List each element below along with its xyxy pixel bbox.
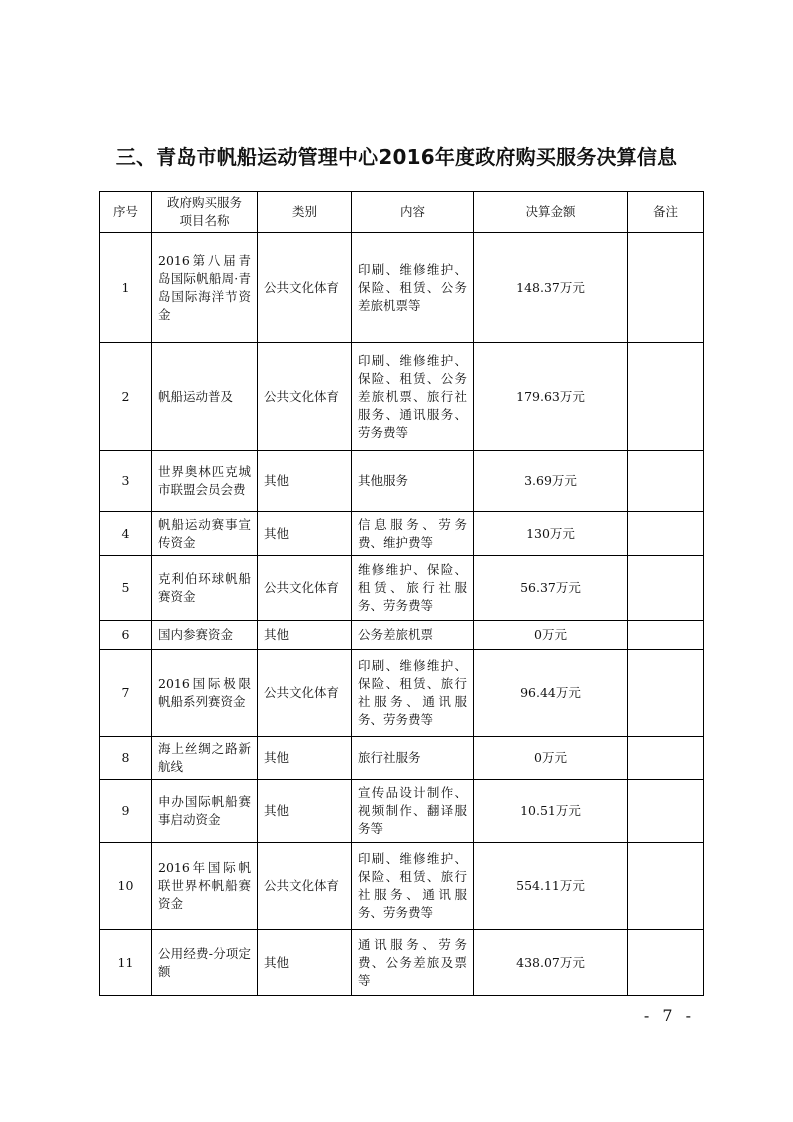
cell-content: 维修维护、保险、租赁、旅行社服务、劳务费等 (352, 556, 474, 621)
cell-seq: 11 (100, 930, 152, 996)
cell-category: 公共文化体育 (258, 233, 352, 343)
cell-note (628, 737, 704, 780)
cell-category: 其他 (258, 621, 352, 650)
page-number: - 7 - (643, 1006, 695, 1025)
cell-amount: 56.37万元 (474, 556, 628, 621)
table-row (100, 233, 704, 343)
cell-note (628, 843, 704, 930)
table-row (100, 930, 704, 996)
cell-note (628, 451, 704, 512)
cell-amount: 179.63万元 (474, 343, 628, 451)
cell-project-name: 帆船运动赛事宣传资金 (152, 512, 258, 556)
table-row (100, 650, 704, 737)
cell-amount: 10.51万元 (474, 780, 628, 843)
cell-note (628, 556, 704, 621)
cell-project-name: 国内参赛资金 (152, 621, 258, 650)
cell-category: 公共文化体育 (258, 843, 352, 930)
cell-project-name: 世界奥林匹克城市联盟会员会费 (152, 451, 258, 512)
table-row (100, 737, 704, 780)
cell-project-name: 2016国际极限帆船系列赛资金 (152, 650, 258, 737)
header-content: 内容 (352, 192, 474, 233)
cell-seq: 10 (100, 843, 152, 930)
table-row (100, 512, 704, 556)
cell-note (628, 621, 704, 650)
table-row (100, 843, 704, 930)
cell-amount: 0万元 (474, 621, 628, 650)
cell-category: 其他 (258, 930, 352, 996)
cell-category: 公共文化体育 (258, 556, 352, 621)
cell-project-name: 帆船运动普及 (152, 343, 258, 451)
cell-content: 其他服务 (352, 451, 474, 512)
cell-amount: 130万元 (474, 512, 628, 556)
cell-content: 宣传品设计制作、视频制作、翻译服务等 (352, 780, 474, 843)
cell-note (628, 780, 704, 843)
cell-note (628, 930, 704, 996)
cell-seq: 4 (100, 512, 152, 556)
cell-content: 旅行社服务 (352, 737, 474, 780)
cell-category: 公共文化体育 (258, 343, 352, 451)
document-title: 三、青岛市帆船运动管理中心2016年度政府购买服务决算信息 (115, 145, 678, 169)
cell-project-name: 2016第八届青岛国际帆船周·青岛国际海洋节资金 (152, 233, 258, 343)
cell-content: 印刷、维修维护、保险、租赁、公务差旅机票等 (352, 233, 474, 343)
cell-content: 印刷、维修维护、保险、租赁、旅行社服务、通讯服务、劳务费等 (352, 843, 474, 930)
cell-project-name: 公用经费-分项定额 (152, 930, 258, 996)
cell-project-name: 2016年国际帆联世界杯帆船赛资金 (152, 843, 258, 930)
cell-amount: 554.11万元 (474, 843, 628, 930)
cell-amount: 438.07万元 (474, 930, 628, 996)
cell-category: 公共文化体育 (258, 650, 352, 737)
table-row (100, 343, 704, 451)
cell-note (628, 343, 704, 451)
header-name-line1: 政府购买服务 (166, 195, 242, 210)
header-name-line2: 项目名称 (179, 213, 230, 228)
cell-category: 其他 (258, 512, 352, 556)
table-header-row (100, 192, 704, 233)
cell-content: 通讯服务、劳务费、公务差旅及票等 (352, 930, 474, 996)
table-row (100, 451, 704, 512)
cell-seq: 2 (100, 343, 152, 451)
cell-category: 其他 (258, 737, 352, 780)
cell-seq: 8 (100, 737, 152, 780)
cell-project-name: 海上丝绸之路新航线 (152, 737, 258, 780)
cell-seq: 3 (100, 451, 152, 512)
table-row (100, 780, 704, 843)
cell-content: 印刷、维修维护、保险、租赁、旅行社服务、通讯服务、劳务费等 (352, 650, 474, 737)
cell-amount: 3.69万元 (474, 451, 628, 512)
cell-note (628, 512, 704, 556)
cell-note (628, 233, 704, 343)
cell-seq: 6 (100, 621, 152, 650)
cell-category: 其他 (258, 451, 352, 512)
procurement-table (99, 191, 704, 996)
table-row (100, 621, 704, 650)
cell-project-name: 克利伯环球帆船赛资金 (152, 556, 258, 621)
header-amount: 决算金额 (474, 192, 628, 233)
cell-content: 公务差旅机票 (352, 621, 474, 650)
cell-project-name: 申办国际帆船赛事启动资金 (152, 780, 258, 843)
cell-content: 印刷、维修维护、保险、租赁、公务差旅机票、旅行社服务、通讯服务、劳务费等 (352, 343, 474, 451)
cell-amount: 0万元 (474, 737, 628, 780)
cell-amount: 96.44万元 (474, 650, 628, 737)
cell-content: 信息服务、劳务费、维护费等 (352, 512, 474, 556)
table-row (100, 556, 704, 621)
cell-seq: 5 (100, 556, 152, 621)
cell-category: 其他 (258, 780, 352, 843)
cell-seq: 7 (100, 650, 152, 737)
cell-amount: 148.37万元 (474, 233, 628, 343)
header-project-name (152, 192, 258, 233)
cell-note (628, 650, 704, 737)
cell-seq: 9 (100, 780, 152, 843)
cell-seq: 1 (100, 233, 152, 343)
header-note: 备注 (628, 192, 704, 233)
header-seq: 序号 (100, 192, 152, 233)
header-category: 类别 (258, 192, 352, 233)
